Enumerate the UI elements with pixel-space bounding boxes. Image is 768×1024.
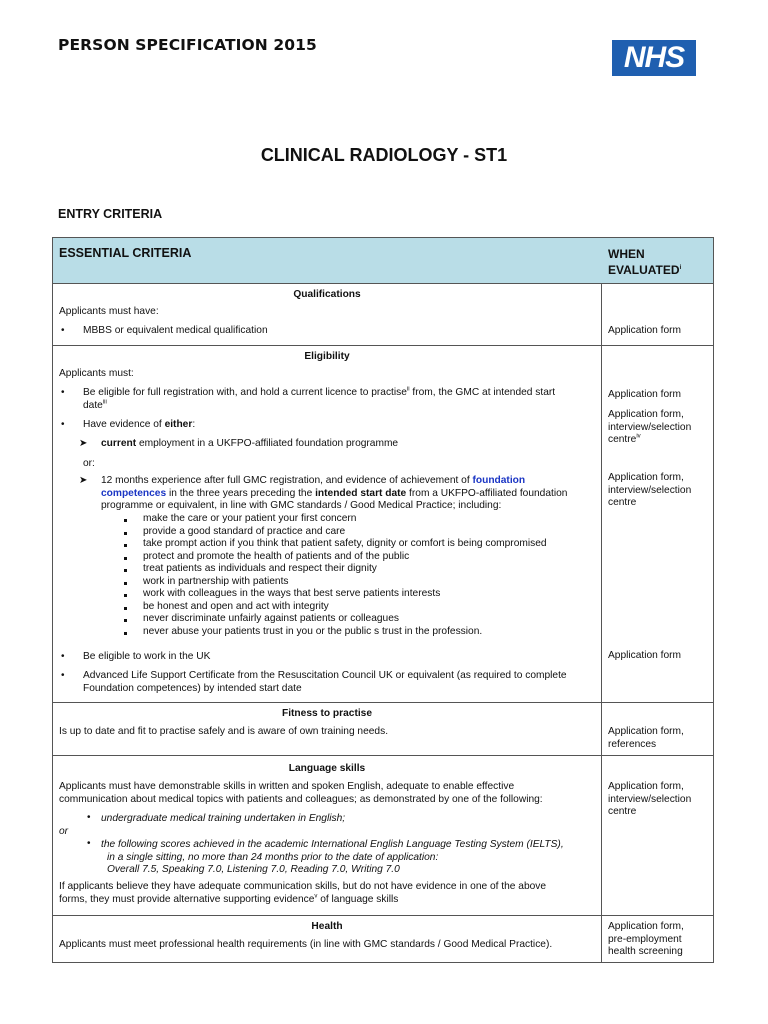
gmp-item: never abuse your patients trust in you or the public s trust in the profession. (143, 625, 483, 637)
essential-criteria-header: ESSENTIAL CRITERIA (59, 246, 192, 260)
health-text: Applicants must meet professional health requirements (in line with GMC standards / Good Medical Practice). (59, 939, 553, 950)
language-evaluation: Application form, interview/selection centre (608, 781, 692, 817)
document-title: CLINICAL RADIOLOGY - ST1 (260, 145, 508, 165)
gmp-item: take prompt action if you think that patient safety, dignity or comfort is being compromised (143, 538, 547, 549)
qualifications-row (53, 283, 713, 346)
gmp-item: protect and promote the health of patients and of the public (143, 550, 410, 562)
qualifications-heading: Qualifications (293, 289, 361, 300)
health-evaluation: Application form, pre-employment health screening (608, 921, 684, 957)
when-evaluated-header: WHEN EVALUATED$^i$ (608, 247, 682, 277)
eligibility-evaluation-4: Application form (608, 650, 682, 661)
gmp-item: treat patients as individuals and respect their dignity (143, 563, 377, 574)
or-label: or: (83, 458, 95, 469)
eligibility-item-evidence: Have evidence of either: (83, 419, 196, 430)
eligibility-item-work: Be eligible to work in the UK (83, 651, 211, 662)
fitness-heading: Fitness to practise (281, 708, 373, 719)
health-heading: Health (311, 921, 343, 932)
gmp-item: be honest and open and act with integrity (143, 600, 329, 612)
language-intro: Applicants must have demonstrable skills in written and spoken English, adequate to enable effective communication about medical topics with patients and colleagues; as demonstrated by one of the following: (59, 781, 543, 805)
qualifications-evaluation: Application form (608, 325, 682, 336)
gmp-item: provide a good standard of practice and care (143, 525, 346, 537)
fitness-text: Is up to date and fit to practise safely and is aware of own training needs. (59, 726, 389, 737)
gmp-item: work in partnership with patients (143, 575, 289, 587)
eligibility-heading: Eligibility (304, 351, 350, 362)
language-or-label: or (59, 826, 69, 837)
fitness-evaluation: Application form, references (608, 726, 684, 750)
language-row: Language skills Applicants must have demonstrable skills in written and spoken English, adequate to enable effective communication about medical topics with patients and colleagues; as demonstrated by one of the following: • undergraduate medical training undertaken in English; or • the following scores achieved in the academic International English Language Testing System (IELTS), in a single sitting, no more than 24 months prior to the date of application: Overall 7.5, Speaking 7.0, Listening 7.0, Reading 7.0, Writing 7.0 If applicants believe they have adequate communication skills, but do not have evidence in one of the above forms, they must provide alternative supporting evidence$^v$ of language skills Application form, interview/selection centre (53, 755, 713, 916)
qualification-item: MBBS or equivalent medical qualification (83, 325, 268, 336)
evidence-option-current: current employment in a UKFPO-affiliated foundation programme (101, 438, 399, 449)
eligibility-evaluation-1: Application form (608, 389, 682, 400)
qualifications-intro: Applicants must have: (59, 306, 159, 317)
eligibility-row: Eligibility Applicants must: • Be eligible for full registration with, and hold a current licence to practise$^{ii}$ from, the GMC at intended start date$^{iii}$ • Have evidence of either: ➤ current employment in a UKFPO-affiliated foundation programme or: ➤ 12 months experience after full GMC registration, and evidence of achievement of foundation competences in the three years preceding the intended start date from a UKFPO-affiliated foundation programme or equivalent, in line with GMC standards / Good Medical Practice; including: make the care or your patient your first concern provide a good standard of practice and care take prompt action if you think that patient safety, dignity or comfort is being compromised protect and promote the health of patients and of the public treat patients as individuals and respect their dignity work in partnership with patients work with colleagues in the ways that best serve patients interests be honest and open and act with integrity never discriminate unfairly against patients or colleagues never abuse your patients trust in you or the public s trust in the profession. • Be eligible to work in the UK • Advanced Life Support Certificate from the Resuscitation Council UK or equivalent (as required to complete Foundation competences) by intended start date Application form Application form, interview/selection centre$^{iv}$ Application form, interview/selection centre Application form (53, 345, 713, 703)
language-option-training: undergraduate medical training undertaken in English; (101, 813, 346, 824)
criteria-table (52, 237, 714, 963)
evidence-option-experience: 12 months experience after full GMC registration, and evidence of achievement of foundation competences in the three years preceding the intended start date from a UKFPO-affiliated foundation programme or equivalent, in line with GMC standards / Good Medical Practice; including: (101, 475, 568, 511)
gmp-item: work with colleagues in the ways that best serve patients interests (143, 588, 441, 599)
nhs-logo: NHS (612, 40, 696, 76)
eligibility-item-als: Advanced Life Support Certificate from the Resuscitation Council UK or equivalent (as required to complete Foundation competences) by intended start date (83, 670, 567, 694)
eligibility-evaluation-2: Application form, interview/selection centre$^{iv}$ (608, 409, 692, 445)
arrow-bullet: ➤ (79, 475, 88, 486)
eligibility-intro: Applicants must: (59, 368, 134, 379)
table-header-row (53, 238, 713, 284)
language-heading: Language skills (288, 763, 366, 774)
eligibility-item-registration: Be eligible for full registration with, and hold a current licence to practise$^{ii}$ from, the GMC at intended start date$^{iii}$ (83, 386, 556, 411)
gmp-item: never discriminate unfairly against patients or colleagues (143, 613, 399, 624)
eligibility-evaluation-3: Application form, interview/selection centre (608, 472, 692, 508)
language-alternative-text: If applicants believe they have adequate communication skills, but do not have evidence in one of the above forms, they must provide alternative supporting evidence$^v$ of language skills (59, 881, 547, 905)
page-header-title: PERSON SPECIFICATION 2015 (58, 36, 317, 54)
bullet: • (61, 325, 65, 336)
language-option-ielts: the following scores achieved in the academic International English Language Testing System (IELTS), in a single sitting, no more than 24 months prior to the date of application: Overall 7.5, Speaking 7.0, Listening 7.0, Reading 7.0, Writing 7.0 (101, 839, 564, 875)
gmp-item: make the care or your patient your first concern (143, 513, 357, 524)
health-row (53, 915, 713, 962)
section-title: ENTRY CRITERIA (58, 207, 163, 221)
fitness-row (53, 702, 713, 756)
arrow-bullet: ➤ (79, 438, 88, 449)
